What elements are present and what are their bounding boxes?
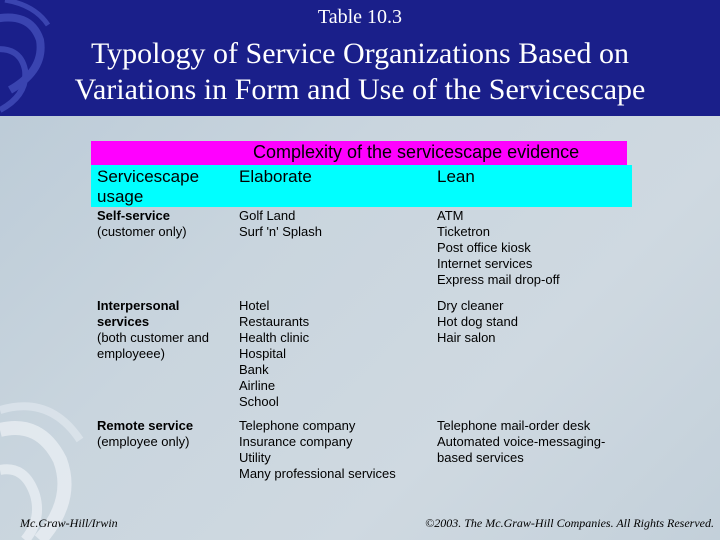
slide-title xyxy=(0,36,720,108)
elaborate-cell: Hotel Restaurants Health clinic Hospital Bank Airline School xyxy=(239,298,310,409)
row-sublabel: (customer only) xyxy=(97,224,187,239)
row-header-label xyxy=(97,167,199,207)
lean-cell: Telephone mail-order desk Automated voice-messaging- based services xyxy=(437,418,606,465)
column-header-lean: Lean xyxy=(437,167,475,186)
lean-cell: ATM Ticketron Post office kiosk Internet services Express mail drop-off xyxy=(437,208,560,287)
span-header-label: Complexity of the servicescape evidence xyxy=(253,142,580,162)
title-banner xyxy=(0,0,720,116)
footer-copyright: ©2003. The Mc.Graw-Hill Companies. All Rights Reserved. xyxy=(425,516,714,530)
footer-publisher: Mc.Graw-Hill/Irwin xyxy=(20,516,118,530)
table-column-header xyxy=(91,165,632,207)
column-header-elaborate: Elaborate xyxy=(239,167,312,186)
row-label: Self-service xyxy=(97,208,170,223)
lean-cell: Dry cleaner Hot dog stand Hair salon xyxy=(437,298,518,345)
elaborate-cell: Golf Land Surf 'n' Splash xyxy=(239,208,323,239)
title-line-1: Typology of Service Organizations Based on xyxy=(90,37,630,70)
table-span-header xyxy=(91,141,627,165)
row-label: Interpersonal services xyxy=(97,298,180,329)
elaborate-cell: Telephone company Insurance company Utility Many professional services xyxy=(239,418,396,481)
title-line-2: Variations in Form and Use of the Servicescape xyxy=(74,73,646,106)
row-sublabel: (both customer and employeee) xyxy=(97,330,210,361)
table-number: Table 10.3 xyxy=(317,6,403,28)
row-sublabel: (employee only) xyxy=(97,434,190,449)
row-header-line-2: usage xyxy=(97,187,144,206)
row-label: Remote service xyxy=(97,418,194,433)
row-header-line-1: Servicescape xyxy=(97,167,200,186)
